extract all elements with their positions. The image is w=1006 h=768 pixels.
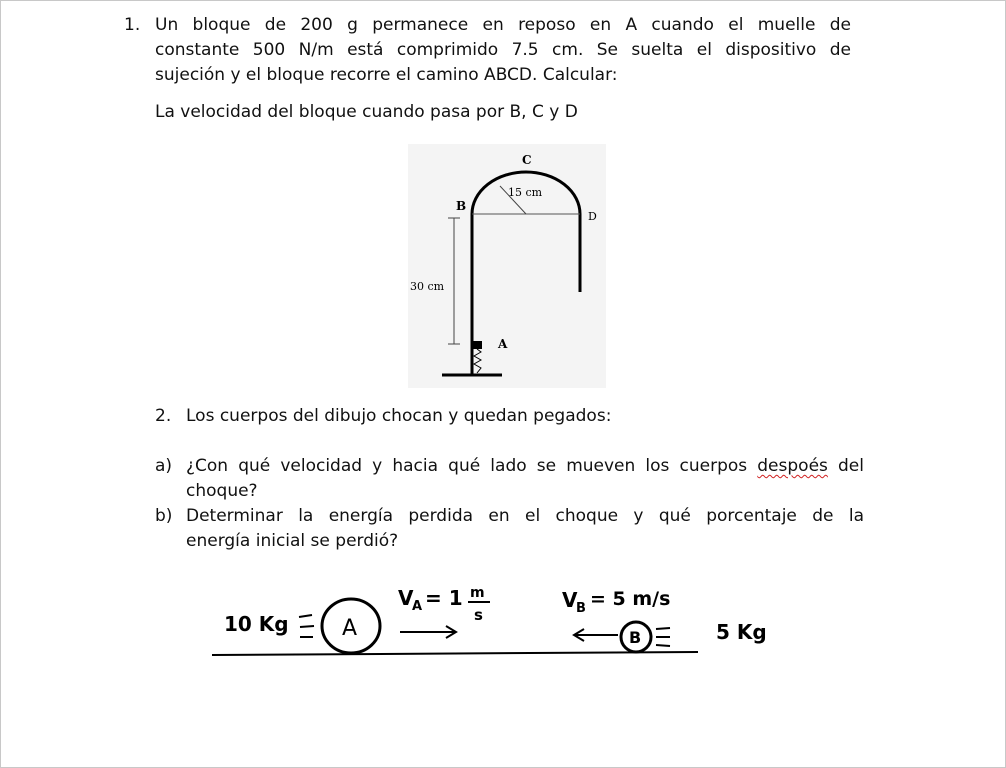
- velocity-b-prefix: V: [562, 588, 578, 612]
- problem-1-number: 1.: [124, 15, 141, 35]
- radius-label: 15 cm: [508, 186, 543, 199]
- mass-a-label: 10 Kg: [224, 612, 289, 636]
- mass-b-label: 5 Kg: [716, 620, 767, 644]
- velocity-a-value: = 1: [425, 586, 463, 610]
- block: [473, 341, 482, 349]
- label-b: B: [456, 199, 467, 213]
- body-b-label: B: [629, 628, 642, 647]
- arrow-b: [574, 629, 618, 641]
- ticks-a-1: [299, 615, 312, 617]
- figure-background: [408, 144, 606, 388]
- item-a-marker: a): [155, 456, 173, 476]
- track-figure: [400, 144, 610, 390]
- ticks-b-3: [656, 645, 670, 646]
- item-a-text-start: ¿Con qué velocidad y hacia qué lado se mueven los cuerpos: [186, 456, 758, 476]
- item-b-line-2: energía inicial se perdió?: [186, 531, 399, 551]
- item-a-line-2: choque?: [186, 481, 258, 501]
- ticks-a-2: [300, 626, 314, 627]
- ticks-b-1: [656, 628, 670, 629]
- velocity-b-value: = 5 m/s: [590, 588, 671, 610]
- item-a-line-1: [186, 454, 864, 479]
- height-label: 30 cm: [410, 280, 445, 293]
- item-b-marker: b): [155, 506, 173, 526]
- problem-2-number: 2.: [155, 406, 172, 426]
- velocity-a-unit-denominator: s: [474, 606, 483, 624]
- velocity-a-unit-numerator: m: [470, 585, 485, 601]
- problem-1-line-1: Un bloque de 200 g permanece en reposo en A cuando el muelle de: [155, 15, 851, 35]
- spelling-error-word[interactable]: despoés: [757, 456, 828, 476]
- item-a-text-end: del: [827, 456, 864, 476]
- arrow-a: [400, 626, 456, 638]
- velocity-a-prefix: V: [398, 586, 414, 610]
- label-c: C: [522, 153, 532, 167]
- problem-1-line-3: sujeción y el bloque recorre el camino ABCD. Calcular:: [155, 65, 618, 85]
- problem-1-question: La velocidad del bloque cuando pasa por B, C y D: [155, 102, 578, 122]
- velocity-a-subscript: A: [412, 599, 423, 614]
- label-a: A: [498, 337, 508, 351]
- ground-line: [212, 652, 698, 655]
- velocity-b-subscript: B: [576, 601, 586, 616]
- label-d: D: [588, 210, 597, 223]
- item-b-line-1: Determinar la energía perdida en el choque y qué porcentaje de la: [186, 506, 864, 526]
- body-a-label: A: [342, 616, 358, 641]
- problem-2-intro: Los cuerpos del dibujo chocan y quedan pegados:: [186, 406, 612, 426]
- problem-1-line-2: constante 500 N/m está comprimido 7.5 cm. Se suelta el dispositivo de: [155, 40, 851, 60]
- collision-figure: [200, 575, 800, 670]
